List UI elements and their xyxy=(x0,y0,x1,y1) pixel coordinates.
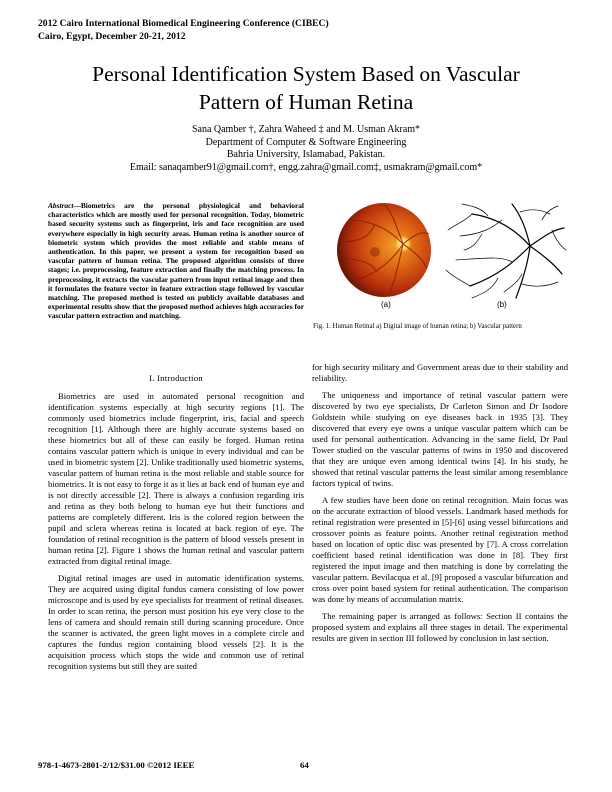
figure-sublabel-a: (a) xyxy=(381,300,391,309)
section-heading-introduction: I. Introduction xyxy=(149,373,203,383)
title-line-2: Pattern of Human Retina xyxy=(198,90,414,114)
abstract-text: Biometrics are the personal physiological and behavioral characteristics which are mostly used for personal recognition. Today, biometric based security systems such as fingerprint, iris and face recognition are used everywhere especially in high security areas. Human retina is another source of biometric system which provides the most reliable and stable means of authentication. In this paper, we present a system for recognition based on vascular pattern of human retina. The proposed algorithm consists of three stages; i.e. preprocessing, feature extraction and finally the matching process. In preprocessing, it extracts the vascular pattern from input retinal image and then it formulates the feature vector in feature extraction stage followed by vascular matching. The proposed method is tested on publicly available databases and experimental results show that the proposed method achieves high accuracies for vascular pattern extraction and matching. xyxy=(48,201,304,321)
footer-isbn: 978-1-4673-2801-2/12/$31.00 ©2012 IEEE xyxy=(38,760,195,770)
page-number: 64 xyxy=(300,760,309,770)
retina-fundus-image xyxy=(335,200,433,300)
abstract xyxy=(48,201,304,321)
right-paragraph-0: for high security military and Government areas due to their stability and reliability. xyxy=(312,362,568,383)
author-emails: Email: sanaqamber91@gmail.com†, engg.zahra@gmail.com‡, usmakram@gmail.com* xyxy=(129,161,483,173)
left-column xyxy=(48,391,304,678)
author-department: Department of Computer & Software Engineering xyxy=(205,136,407,148)
figure-sublabel-b: (b) xyxy=(497,300,507,309)
paper-title xyxy=(40,60,572,116)
figure-vascular-pattern xyxy=(442,200,570,300)
title-line-1: Personal Identification System Based on Vascular xyxy=(92,62,520,86)
intro-paragraph-1: Biometrics are used in automated personal recognition and identification systems especially at high security regions [1]. The commonly used biometrics include fingerprint, iris, facial and speech recognition [1]. Although there are highly accurate systems based on these biometrics but all of these can easily be forged. Human retina contains vascular pattern which is unique in every individual and can be used in biometric system [2]. Unlike traditionally used biometric systems, vascular pattern of human retina is the most reliable and stable source for biometrics. It is not easy to forge it as it lies at back end of human eye and is not directly accessible [2]. There is always a confusion regarding iris and retina as they both belong to human eye but their functions and patterns are completely different. Iris is the colored region between the pupil and sclera whereas retina is located at back region of eye. The foundation of retinal recognition is the pattern of blood vessels present in human retina [2]. Figure 1 shows the human retinal and vascular pattern extracted from digital retinal image. xyxy=(48,391,304,566)
right-column xyxy=(312,362,568,650)
right-paragraph-2: A few studies have been done on retinal recognition. Main focus was on the accurate extraction of blood vessels. Landmark based methods for retinal registration were presented in [5]-[6] using vessel bifurcations and crossover points as feature points. Another retinal registration method based on location of optic disc was presented by [7]. A cross correlation coefficient based retinal identification was done in [8]. They first registered the input image and then matching is done by correlating the vascular pattern. Bevilacqua et al. [9] proposed a vascular bifurcation and cross over point based system for retinal authentication. The comparison was done by means of accumulation matrix. xyxy=(312,495,568,604)
author-names: Sana Qamber †, Zahra Waheed ‡ and M. Usman Akram* xyxy=(191,124,421,135)
right-paragraph-3: The remaining paper is arranged as follows: Section II contains the proposed system and explains all three stages in detail. The experimental results are given in section III followed by conclusion in last section. xyxy=(312,611,568,643)
abstract-label: Abstract— xyxy=(48,201,81,210)
vascular-pattern-image xyxy=(442,200,570,300)
author-block xyxy=(40,124,572,174)
author-university: Bahria University, Islamabad, Pakistan. xyxy=(226,149,386,161)
figure-retina-image xyxy=(335,200,433,300)
figure-caption: Fig. 1. Human Retinal a) Digital image of human retina; b) Vascular pattern xyxy=(313,323,522,330)
intro-paragraph-2: Digital retinal images are used in automatic identification systems. They are acquired using digital fundus camera consisting of low power microscope and is used by eye specialists for treatment of retinal diseases. In order to scan retina, the person must position his eye very close to the lens of camera and should remain still during scanning procedure. Once the scanner is activated, the green light moves in a complete circle and captures the fundus region containing blood vessels [2]. It is the acquisition process which stops the wide and common use of retinal recognition systems but still they are suited xyxy=(48,573,304,671)
conference-name: 2012 Cairo International Biomedical Engineering Conference (CIBEC) xyxy=(38,18,329,29)
right-paragraph-1: The uniqueness and importance of retinal vascular pattern were discovered by two eye specialists, Dr Carleton Simon and Dr Isodore Goldstein while studying on eye diseases back in 1935 [3]. They discovered that every eye owns a unique vascular pattern which can be used for personal authentication. Advancing in the same field, Dr Paul Tower studied on the vascular patterns of twins in 1950 and discovered that they are unique even among identical twins [4]. In his study, he showed that retinal vascular patterns the least similar among resemblance factors typical of twins. xyxy=(312,390,568,488)
conference-location-date: Cairo, Egypt, December 20-21, 2012 xyxy=(38,31,186,42)
